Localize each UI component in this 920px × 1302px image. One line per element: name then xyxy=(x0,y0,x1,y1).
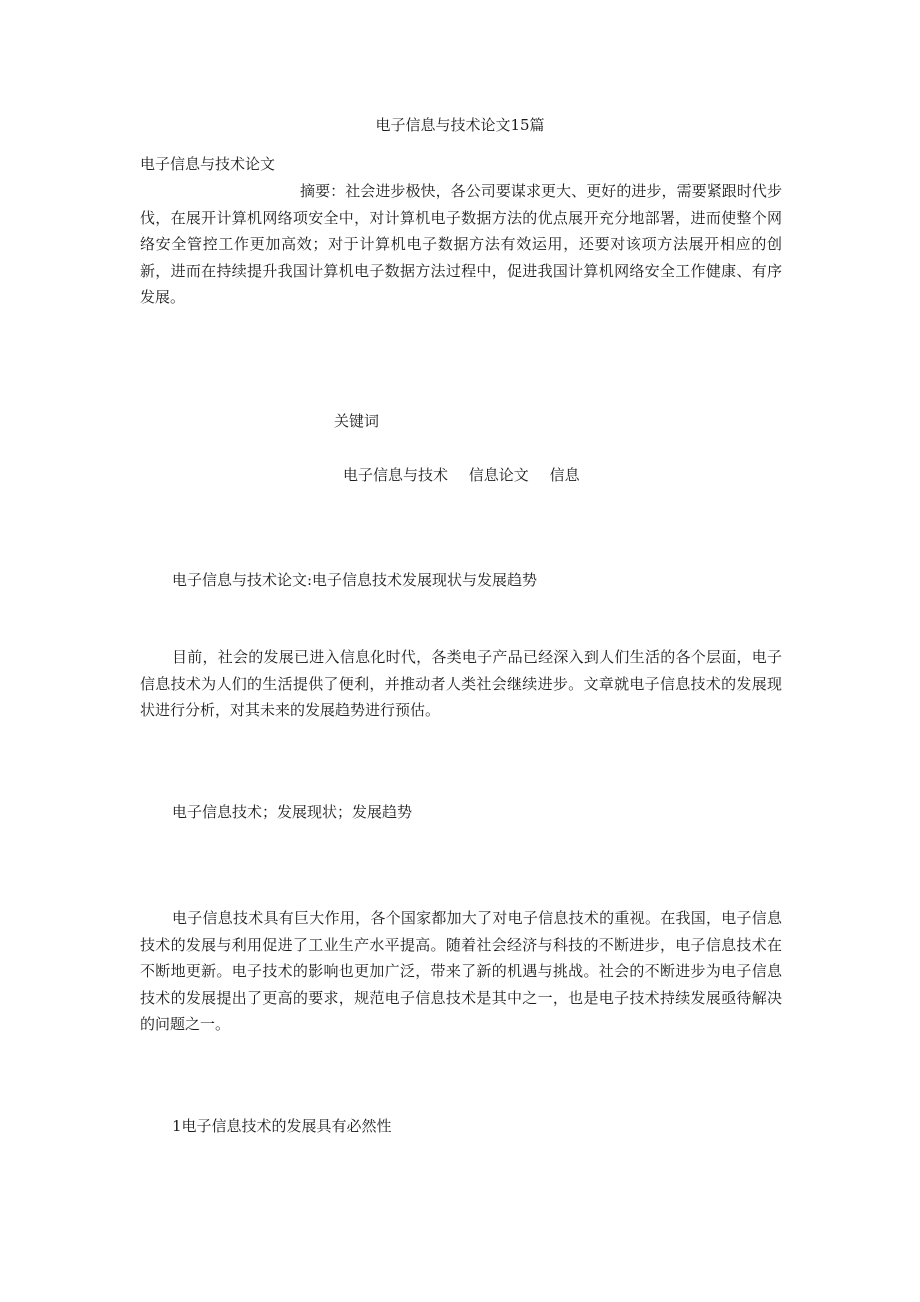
section-heading: 1电子信息技术的发展具有必然性 xyxy=(172,1117,392,1135)
keyword-item: 信息论文 xyxy=(468,466,529,484)
abstract-text: 摘要：社会进步极快，各公司要谋求更大、更好的进步，需要紧跟时代步伐，在展开计算机网络项安全中，对计算机电子数据方法的优点展开充分地部署，进而使整个网络安全管控工作更加高效；对于计算机电子数据方法有效运用，还要对该项方法展开相应的创新，进而在持续提升我国计算机电子数据方法过程中，促进我国计算机网络安全工作健康、有序发展。 xyxy=(140,182,782,306)
document-subtitle: 电子信息与技术论文 xyxy=(140,155,276,173)
keywords-label: 关键词 xyxy=(334,412,380,430)
keywords-line: 电子信息技术；发展现状；发展趋势 xyxy=(172,803,413,821)
keyword-item: 电子信息与技术 xyxy=(343,466,449,484)
document-title: 电子信息与技术论文15篇 xyxy=(375,116,545,134)
section-title: 电子信息与技术论文:电子信息技术发展现状与发展趋势 xyxy=(172,571,538,589)
body-paragraph: 电子信息技术具有巨大作用，各个国家都加大了对电子信息技术的重视。在我国，电子信息技术的发展与利用促进了工业生产水平提高。随着社会经济与科技的不断进步，电子信息技术在不断地更新。电子技术的影响也更加广泛，带来了新的机遇与挑战。社会的不断进步为电子信息技术的发展提出了更高的要求，规范电子信息技术是其中之一，也是电子技术持续发展亟待解决的问题之一。 xyxy=(140,909,782,1033)
abstract-paragraph xyxy=(140,178,782,311)
intro-paragraph: 目前，社会的发展已进入信息化时代，各类电子产品已经深入到人们生活的各个层面，电子信息技术为人们的生活提供了便利，并推动者人类社会继续进步。文章就电子信息技术的发展现状进行分析，对其未来的发展趋势进行预估。 xyxy=(140,648,782,719)
keyword-item: 信息 xyxy=(549,466,580,484)
keywords-list xyxy=(343,465,596,485)
